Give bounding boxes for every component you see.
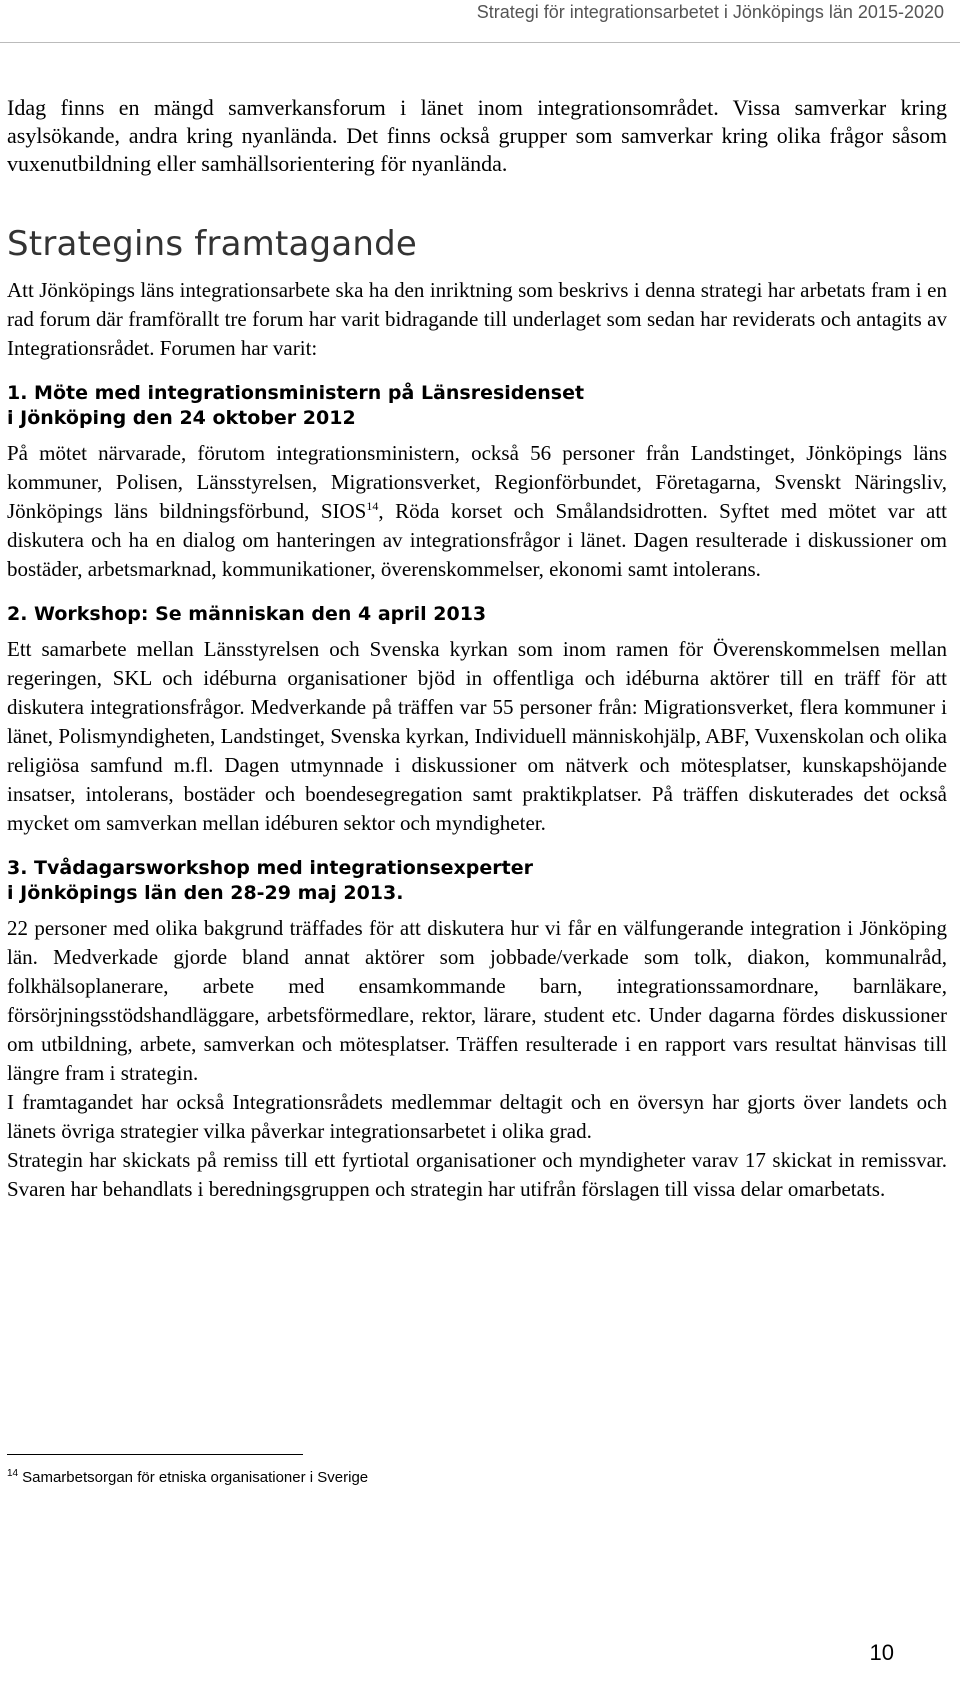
forum-2-heading: 2. Workshop: Se människan den 4 april 2013 bbox=[7, 603, 487, 625]
forum-1-paragraph bbox=[7, 439, 947, 584]
header-divider bbox=[0, 42, 960, 43]
forum-3-heading-line-1: 3. Tvådagarsworkshop med integrationsexperter bbox=[7, 857, 533, 879]
running-header: Strategi för integrationsarbetet i Jönköpings län 2015-2020 bbox=[476, 2, 944, 22]
page-content bbox=[7, 94, 947, 1204]
remiss-paragraph: Strategin har skickats på remiss till ett fyrtiotal organisationer och myndigheter varav 17 skickat in remissvar. Svaren har behandlats i beredningsgruppen och strategin har utifrån förslagen till vissa delar omarbetats. bbox=[7, 1148, 947, 1201]
footnote bbox=[7, 1468, 368, 1486]
forum-1-heading-line-2: i Jönköping den 24 oktober 2012 bbox=[7, 407, 356, 429]
page-number: 10 bbox=[869, 1640, 894, 1665]
footnote-text: Samarbetsorgan för etniska organisationer i Sverige bbox=[22, 1469, 369, 1486]
forum-1-heading-line-1: 1. Möte med integrationsministern på Länsresidenset bbox=[7, 382, 585, 404]
section-lead-paragraph: Att Jönköpings läns integrationsarbete ska ha den inriktning som beskrivs i denna strategi har arbetats fram i en rad forum där framförallt tre forum har varit bidragande till underlaget som sedan har reviderats och antagits av Integrationsrådet. Forumen har varit: bbox=[7, 278, 947, 360]
intro-paragraph: Idag finns en mängd samverkansforum i länet inom integrationsområdet. Vissa samverkar kring asylsökande, andra kring nyanlända. Det finns också grupper som samverkar kring olika frågor såsom vuxenutbildning eller samhällsorientering för nyanlända. bbox=[7, 95, 947, 176]
forum-1-text-part-1: På mötet närvarade, förutom integrationsministern, också 56 personer från Landstinget, Jönköpings läns kommuner, Polisen, Länsstyrelsen, Migrationsverket, Regionförbundet, Företagarna, Svenskt Näringsliv, Jönköpings läns bildningsförbund, SIOS bbox=[7, 441, 947, 523]
footnote-reference[interactable]: 14 bbox=[366, 499, 379, 513]
forum-3-paragraph: 22 personer med olika bakgrund träffades för att diskutera hur vi får en välfungerande integration i Jönköping län. Medverkade gjorde bland annat aktörer som jobbade/verkade som tolk, diakon, kommunalråd, folkhälsoplanerare, arbete med ensamkommande barn, integrationssamordnare, barnläkare, försörjningsstödshandläggare, arbetsförmedlare, rektor, lärare, student etc. Under dagarna fördes diskussioner om utbildning, arbete, samverkan och mötesplatser. Träffen resulterade i en rapport vars resultat hänvisas till längre fram i strategin. bbox=[7, 916, 947, 1085]
council-paragraph: I framtagandet har också Integrationsrådets medlemmar deltagit och en översyn har gjorts över landets och länets övriga strategier vilka påverkar integrationsarbetet i olika grad. bbox=[7, 1090, 947, 1143]
forum-1-text-part-2: , Röda korset och Smålandsidrotten. Syftet med mötet var att diskutera och ha en dialog om hanteringen av integrationsfrågor i länet. Dagen resulterade i diskussioner om bostäder, arbetsmarknad, kommunikationer, överenskommelser, ekonomi samt intolerans. bbox=[7, 499, 947, 581]
forum-3-heading-line-2: i Jönköpings län den 28-29 maj 2013. bbox=[7, 882, 404, 904]
forum-2-paragraph: Ett samarbete mellan Länsstyrelsen och Svenska kyrkan som inom ramen för Överenskommelsen mellan regeringen, SKL och idéburna organisationer bjöd in offentliga och idéburna aktörer till en träff för att diskutera integrationsfrågor. Medverkande på träffen var 55 personer från: Migrationsverket, flera kommuner i länet, Polismyndigheten, Landstinget, Svenska kyrkan, Individuell människohjälp, ABF, Vuxenskolan och olika religiösa samfund m.fl. Dagen utmynnade i diskussioner om nätverk och mötesplatser, kunskapshöjande insatser, intolerans, bostäder och boendesegregation samt praktikplatser. På träffen diskuterades det också mycket om samverkan mellan idéburen sektor och myndigheter. bbox=[7, 637, 947, 835]
section-heading: Strategins framtagande bbox=[7, 224, 418, 264]
forum-1-heading bbox=[7, 381, 947, 431]
footnote-divider bbox=[7, 1454, 303, 1455]
footnote-number: 14 bbox=[7, 1468, 19, 1479]
forum-3-heading bbox=[7, 856, 947, 906]
